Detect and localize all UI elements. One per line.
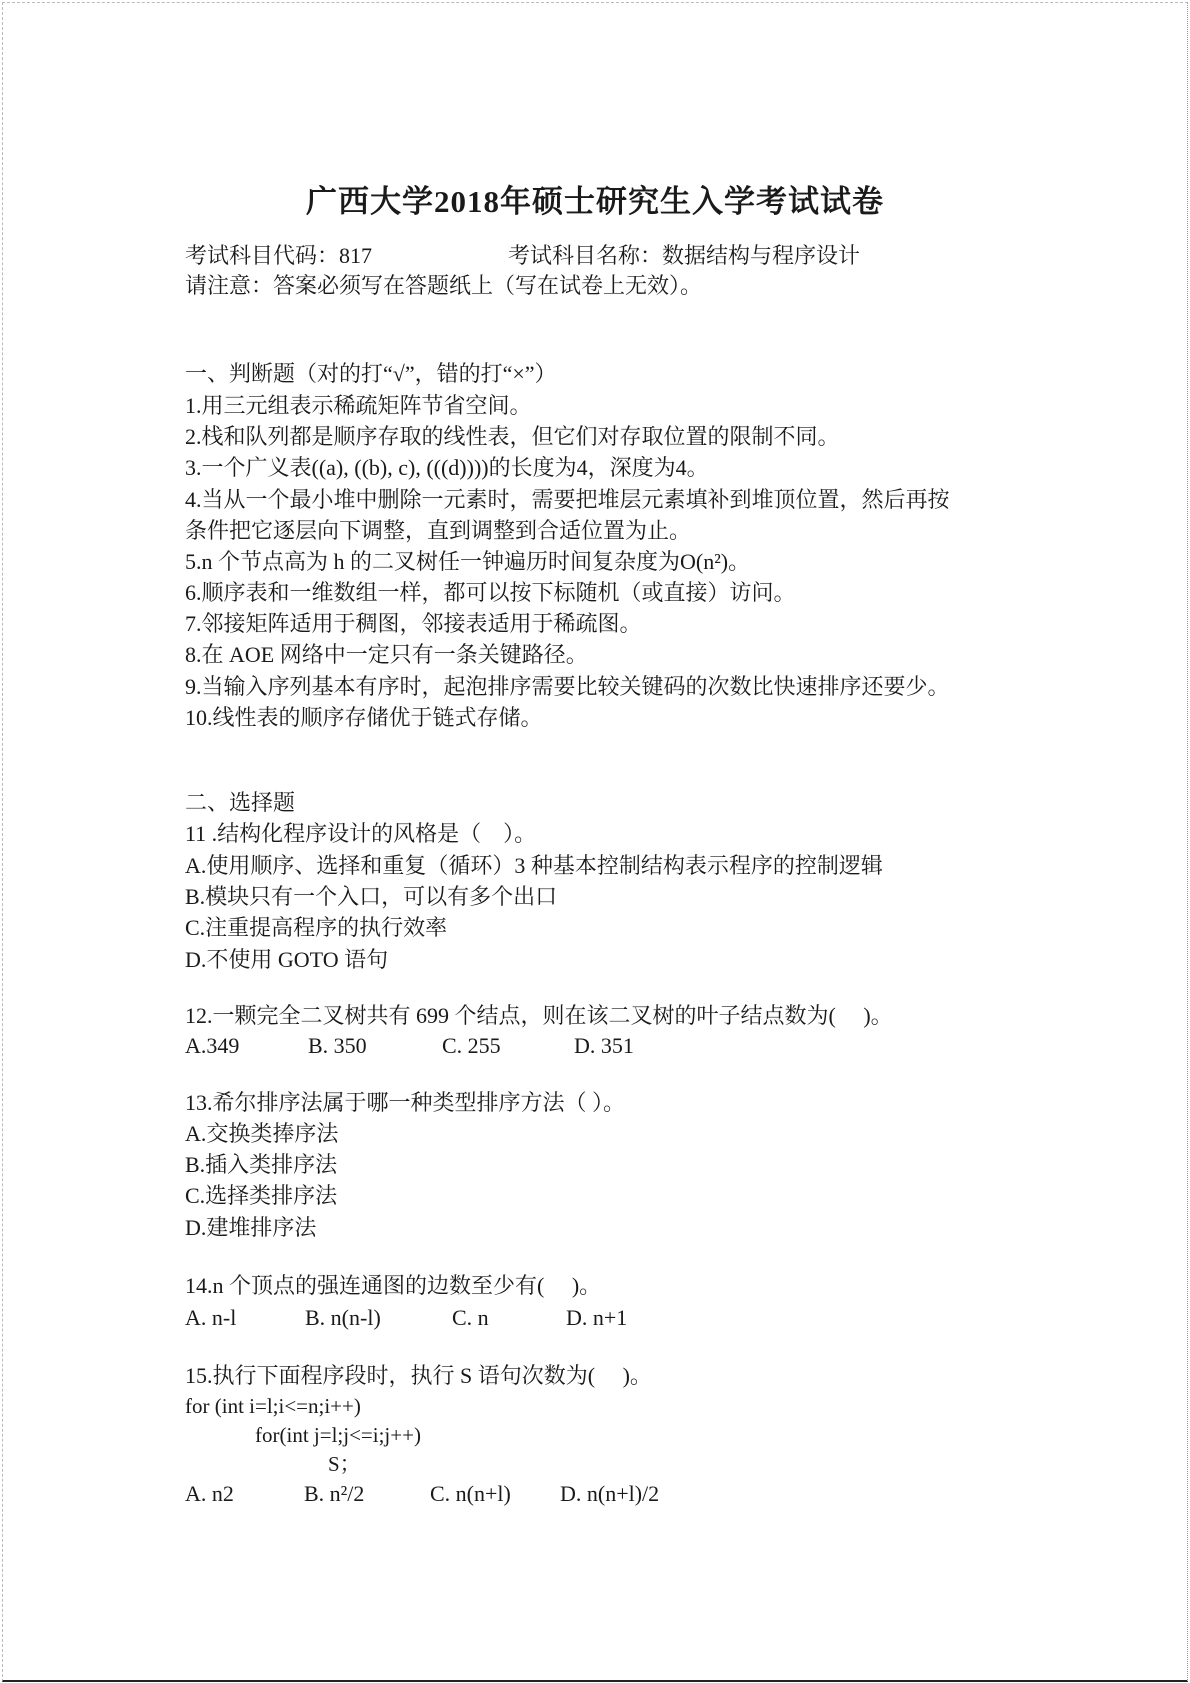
- q14-option: C. n: [452, 1305, 489, 1330]
- q13-option: B.插入类排序法: [185, 1152, 338, 1177]
- q14-option: B. n(n-l): [305, 1305, 381, 1330]
- q12-option: A.349: [185, 1033, 240, 1058]
- q11-option: A.使用顺序、选择和重复（循环）3 种基本控制结构表示程序的控制逻辑: [185, 853, 883, 878]
- q15-code-line: for(int j=l;j<=i;j++): [255, 1423, 421, 1447]
- q13-option: D.建堆排序法: [185, 1215, 317, 1240]
- q12-option: C. 255: [442, 1033, 501, 1058]
- q15-option: D. n(n+l)/2: [560, 1481, 660, 1506]
- q15-option: B. n²/2: [304, 1481, 365, 1506]
- section1-heading: 一、判断题（对的打“√”，错的打“×”）: [185, 361, 557, 386]
- notice: 请注意：答案必须写在答题纸上（写在试卷上无效）。: [185, 273, 703, 298]
- q13-stem: 13.希尔排序法属于哪一种类型排序方法（ ）。: [185, 1090, 626, 1115]
- q15-code-line: for (int i=l;i<=n;i++): [185, 1394, 361, 1418]
- section2-heading: 二、选择题: [185, 790, 296, 815]
- tf-item: 1.用三元组表示稀疏矩阵节省空间。: [185, 393, 532, 418]
- q11-stem: 11 .结构化程序设计的风格是（ ）。: [185, 821, 537, 846]
- tf-item: 10.线性表的顺序存储优于链式存储。: [185, 705, 543, 730]
- tf-item: 8.在 AOE 网络中一定只有一条关键路径。: [185, 642, 588, 667]
- q15-code-line: S；: [328, 1452, 361, 1476]
- tf-item: 4.当从一个最小堆中删除一元素时，需要把堆层元素填补到堆顶位置，然后再按: [185, 487, 950, 512]
- q14-stem: 14.n 个顶点的强连通图的边数至少有( )。: [185, 1273, 602, 1298]
- q11-option: C.注重提高程序的执行效率: [185, 915, 448, 940]
- q12-stem: 12.一颗完全二叉树共有 699 个结点，则在该二叉树的叶子结点数为( )。: [185, 1003, 893, 1028]
- q11-option: B.模块只有一个入口，可以有多个出口: [185, 884, 558, 909]
- tf-item: 条件把它逐层向下调整，直到调整到合适位置为止。: [185, 518, 692, 543]
- subject-code: 考试科目代码：817: [185, 243, 373, 268]
- exam-title: 广西大学2018年硕士研究生入学考试试卷: [306, 184, 884, 219]
- q14-option: D. n+1: [566, 1305, 628, 1330]
- q15-stem: 15.执行下面程序段时，执行 S 语句次数为( )。: [185, 1363, 652, 1388]
- tf-item: 3.一个广义表((a), ((b), c), (((d))))的长度为4，深度为4。: [185, 455, 709, 480]
- tf-item: 2.栈和队列都是顺序存取的线性表，但它们对存取位置的限制不同。: [185, 424, 840, 449]
- q13-option: C.选择类排序法: [185, 1183, 338, 1208]
- tf-item: 9.当输入序列基本有序时，起泡排序需要比较关键码的次数比快速排序还要少。: [185, 674, 950, 699]
- q12-option: D. 351: [574, 1033, 634, 1058]
- q13-option: A.交换类捧序法: [185, 1121, 339, 1146]
- subject-name: 考试科目名称：数据结构与程序设计: [508, 243, 861, 268]
- tf-item: 5.n 个节点高为 h 的二叉树任一钟遍历时间复杂度为O(n²)。: [185, 549, 751, 574]
- tf-item: 6.顺序表和一维数组一样，都可以按下标随机（或直接）访问。: [185, 580, 796, 605]
- q15-option: C. n(n+l): [430, 1481, 511, 1506]
- q12-option: B. 350: [308, 1033, 367, 1058]
- q15-option: A. n2: [185, 1481, 234, 1506]
- tf-item: 7.邻接矩阵适用于稠图，邻接表适用于稀疏图。: [185, 611, 642, 636]
- q11-option: D.不使用 GOTO 语句: [185, 947, 389, 972]
- q14-option: A. n-l: [185, 1305, 237, 1330]
